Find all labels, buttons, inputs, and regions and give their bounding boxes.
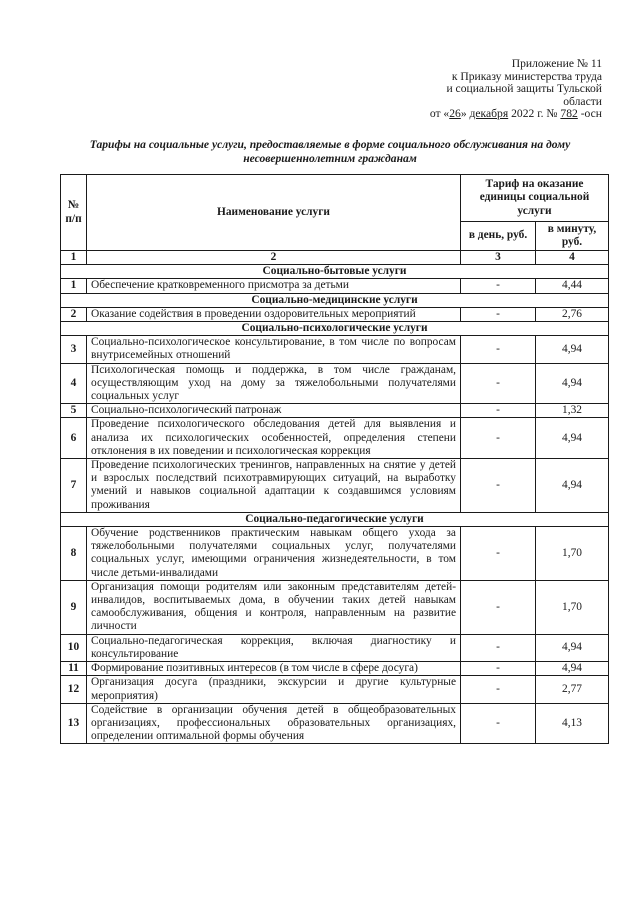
row-number: 12 [61,676,87,703]
tariff-per-minute: 4,13 [536,703,609,744]
service-name: Психологическая помощь и поддержка, в том числе гражданам, осуществляющим уход на дому за тяжелобольными получателями социальных услуг [87,363,461,404]
tariff-per-minute: 4,94 [536,634,609,661]
header-per-minute: в минуту, руб. [536,222,609,251]
tariff-per-minute: 2,77 [536,676,609,703]
column-numbers-row [61,251,609,265]
table-row [61,404,609,418]
table-row [61,580,609,634]
column-number: 3 [461,251,536,265]
tariff-table [60,174,609,744]
row-number: 6 [61,418,87,459]
tariff-per-minute: 4,94 [536,363,609,404]
section-title: Социально-педагогические услуги [61,512,609,526]
section-row [61,293,609,307]
tariff-per-day: - [461,703,536,744]
appendix-line: Приложение № 11 [511,57,602,70]
section-row [61,512,609,526]
table-row [61,634,609,661]
row-number: 9 [61,580,87,634]
row-number: 2 [61,307,87,321]
section-title: Социально-психологические услуги [61,322,609,336]
header-per-day: в день, руб. [461,222,536,251]
region-line: области [563,94,602,108]
table-row [61,662,609,676]
tariff-per-day: - [461,459,536,513]
table-row [61,703,609,744]
table-row [61,336,609,363]
row-number: 4 [61,363,87,404]
date-prefix: от « [429,107,450,121]
tariff-per-minute: 4,44 [536,279,609,293]
date-number-line [362,108,602,121]
tariff-per-minute: 1,70 [536,527,609,581]
tariff-per-minute: 4,94 [536,662,609,676]
row-number: 7 [61,459,87,513]
tariff-per-day: - [461,363,536,404]
date-mid: » [460,107,470,121]
table-row [61,363,609,404]
service-name: Социально-педагогическая коррекция, включая диагностику и консультирование [87,634,461,661]
tariff-per-day: - [461,418,536,459]
table-row [61,279,609,293]
header-service-name: Наименование услуги [87,175,461,251]
table-row [61,676,609,703]
ministry-line: и социальной защиты Тульской [446,82,602,96]
tariff-per-day: - [461,336,536,363]
tariff-per-minute: 4,94 [536,336,609,363]
service-name: Содействие в организации обучения детей в общеобразовательных организациях, профессиональных образовательных организациях, определении оптимальной формы обучения [87,703,461,744]
tariff-per-minute: 1,70 [536,580,609,634]
service-name: Формирование позитивных интересов (в том числе в сфере досуга) [87,662,461,676]
service-name: Обеспечение кратковременного присмотра за детьми [87,279,461,293]
table-row [61,418,609,459]
order-suffix: -осн [577,107,602,121]
service-name: Социально-психологическое консультирование, в том числе по вопросам внутрисемейных отношений [87,336,461,363]
service-name: Обучение родственников практическим навыкам общего ухода за тяжелобольными получателями социальных услуг, получателями социальных услуг, имеющими ограничения жизнедеятельности, в том числе детьми-инвалидами [87,527,461,581]
tariff-per-day: - [461,404,536,418]
tariff-per-minute: 1,32 [536,404,609,418]
service-name: Организация помощи родителям или законным представителям детей-инвалидов, воспитываемых дома, в обучении таких детей навыкам самообслуживания, общения и контроля, направленным на развитие личности [87,580,461,634]
header-number: № п/п [61,175,87,251]
row-number: 13 [61,703,87,744]
tariff-per-minute: 2,76 [536,307,609,321]
service-name: Проведение психологического обследования детей для выявления и анализа их психологических особенностей, определения степени отклонения в их поведении и психологическая коррекция [87,418,461,459]
date-day: 26 [449,107,461,121]
service-name: Организация досуга (праздники, экскурсии и другие культурные мероприятия) [87,676,461,703]
row-number: 8 [61,527,87,581]
order-line: к Приказу министерства труда [451,69,602,83]
service-name: Проведение психологических тренингов, направленных на снятие у детей и взрослых последствий психотравмирующих ситуаций, на выработку умений и навыков социальной адаптации к создавшимся условиям проживания [87,459,461,513]
row-number: 11 [61,662,87,676]
order-header [362,58,602,121]
tariff-per-day: - [461,279,536,293]
document-title: Тарифы на социальные услуги, предоставляемые в форме социального обслуживания на дому несовершеннолетним гражданам [89,138,571,165]
row-number: 10 [61,634,87,661]
tariff-per-minute: 4,94 [536,418,609,459]
service-name: Оказание содействия в проведении оздоровительных мероприятий [87,307,461,321]
table-row [61,307,609,321]
date-year: 2022 г. № [508,107,561,121]
tariff-per-minute: 4,94 [536,459,609,513]
column-number: 2 [87,251,461,265]
tariff-per-day: - [461,634,536,661]
table-row [61,527,609,581]
tariff-per-day: - [461,676,536,703]
order-number: 782 [560,107,578,121]
section-title: Социально-бытовые услуги [61,265,609,279]
section-row [61,322,609,336]
tariff-per-day: - [461,527,536,581]
section-title: Социально-медицинские услуги [61,293,609,307]
row-number: 1 [61,279,87,293]
tariff-per-day: - [461,580,536,634]
row-number: 3 [61,336,87,363]
column-number: 1 [61,251,87,265]
header-tariff: Тариф на оказание единицы социальной услуги [461,175,609,222]
column-number: 4 [536,251,609,265]
date-month: декабря [469,107,509,121]
row-number: 5 [61,404,87,418]
table-row [61,459,609,513]
tariff-per-day: - [461,662,536,676]
service-name: Социально-психологический патронаж [87,404,461,418]
section-row [61,265,609,279]
table-body [61,251,609,744]
tariff-per-day: - [461,307,536,321]
